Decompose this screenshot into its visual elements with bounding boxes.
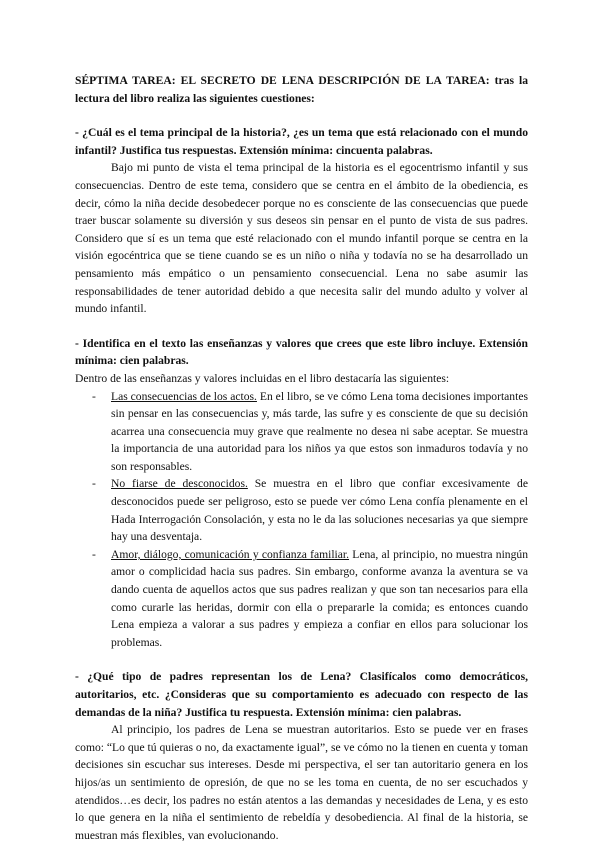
item-heading: No fiarse de desconocidos. (111, 477, 248, 491)
item-heading: Las consecuencias de los actos. (111, 389, 257, 403)
values-list (75, 388, 528, 652)
question-2: - Identifica en el texto las enseñanzas y valores que crees que este libro incluye. Extensión mínima: cien palabras. (75, 336, 528, 368)
item-heading: Amor, diálogo, comunicación y confianza familiar. (111, 547, 350, 561)
bullet-dash: - (92, 477, 96, 491)
bullet-dash: - (92, 389, 96, 403)
answer-1: Bajo mi punto de vista el tema principal de la historia es el egocentrismo infantil y sus consecuencias. Dentro de este tema, considero que se centra en el ámbito de la obediencia, es decir, cómo la niña decide desobedecer porque no es consciente de las consecuencias que puede traer buscar solamente su diversión y sus deseos sin pensar en el punto de vista de sus padres. Considero que sí es un tema que esté relacionado con el mundo infantil porque se centra en la visión egocéntrica que se tiene cuando se es un niño o niña y todavía no se ha desarrollado un pensamiento más empático o un pensamiento consecuencial. Lena no sabe asumir las responsabilidades de tener autoridad debido a que necesita salir del mundo adulto y volver al mundo infantil. (75, 161, 528, 316)
list-item (75, 475, 528, 545)
list-item (75, 546, 528, 652)
question-1: - ¿Cuál es el tema principal de la historia?, ¿es un tema que está relacionado con el mundo infantil? Justifica tus respuestas. Extensión mínima: cincuenta palabras. (75, 126, 528, 157)
item-text: Se muestra en el libro que confiar excesivamente de desconocidos puede ser peligroso, esto se puede ver cómo Lena confía plenamente en el Hada Interrogación Consolación, y esta no le da las soluciones necesarias ya que siempre hay una desventaja. (111, 477, 528, 544)
item-text: Lena, al principio, no muestra ningún amor o complicidad hacia sus padres. Sin embargo, conforme avanza la aventura se va dando cuenta de aquellos actos que sus padres realizan y que son tan necesarios para ella como curarle las heridas, dormir con ella o prepararle la comida; es entonces cuando Lena empieza a valorar a sus padres y empieza a confiar en ellos para solucionar los problemas. (111, 547, 528, 649)
answer-2-intro: Dentro de las enseñanzas y valores incluidas en el libro destacaría las siguientes: (75, 371, 450, 385)
question-3: - ¿Qué tipo de padres representan los de Lena? Clasifícalos como democráticos, autoritarios, etc. ¿Consideras que su comportamiento es adecuado con respecto de las demandas de la niña? Justifica tu respuesta. Extensión mínima: cien palabras. (75, 670, 528, 719)
task-title: SÉPTIMA TAREA: EL SECRETO DE LENA DESCRIPCIÓN DE LA TAREA: tras la lectura del libro realiza las siguientes cuestiones: (75, 74, 528, 105)
list-item (75, 388, 528, 476)
item-text: En el libro, se ve cómo Lena toma decisiones importantes sin pensar en las consecuencias y, más tarde, las sufre y es consciente de que su decisión acarrea una consecuencia muy grave que realmente no desea ni sabe aceptar. Se muestra la importancia de una autoridad para los niños ya que estos son inmaduros todavía y no son responsables. (111, 389, 528, 473)
bullet-dash: - (92, 547, 96, 561)
document-body (75, 72, 528, 844)
answer-3: Al principio, los padres de Lena se muestran autoritarios. Esto se puede ver en frases como: “Lo que tú quieras o no, da exactamente igual”, se ve cómo no la tienen en cuenta y toman decisiones sin escuchar sus intereses. Desde mi perspectiva, el ser tan autoritario genera en los hijos/as un sentimiento de opresión, de que no se les toma en cuenta, de no ser escuchados y atendidos…es decir, los padres no están atentos a las demandas y necesidades de Lena, y es esto lo que genera en la niña el sentimiento de rebeldía y desobediencia. Al final de la historia, se muestran más flexibles, van evolucionando. (75, 723, 528, 842)
